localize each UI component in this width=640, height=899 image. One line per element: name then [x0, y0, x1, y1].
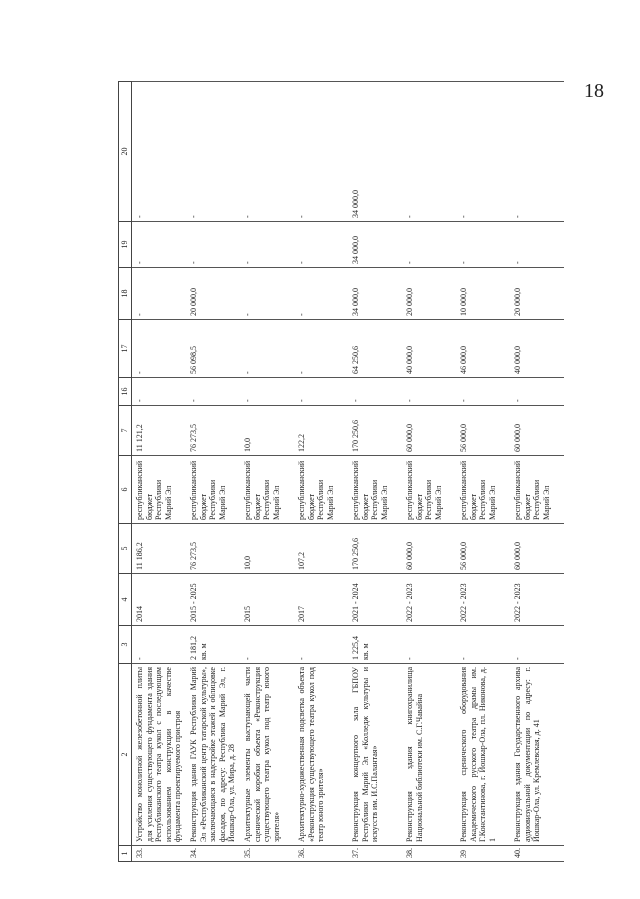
year-value-cell: -: [294, 222, 348, 268]
funding-source-cell: республиканский бюджет Республики Марий Эл: [456, 456, 510, 524]
row-number: 40.: [510, 846, 564, 862]
row-number: 38.: [402, 846, 456, 862]
year-value-cell: -: [240, 320, 294, 378]
column-header: 2: [119, 664, 132, 846]
year-value-cell: -: [132, 320, 187, 378]
year-value-cell: 56 098,5: [186, 320, 240, 378]
year-value-cell: 34 000,0: [348, 268, 402, 320]
table-row: [456, 82, 510, 862]
funding-source-cell: республиканский бюджет Республики Марий Эл: [132, 456, 187, 524]
cost-cell: 170 250,6: [348, 524, 402, 574]
year-value-cell: -: [294, 82, 348, 222]
year-value-cell: -: [186, 378, 240, 406]
object-name: Реконструкция концертного зала ГБПОУ Республики Марий Эл «Колледж культуры и искусств им. И.С.Палантая»: [348, 664, 402, 846]
year-value-cell: -: [240, 378, 294, 406]
year-value-cell: -: [240, 82, 294, 222]
year-value-cell: -: [456, 222, 510, 268]
object-name: Архитектурные элементы выступающей части сценической коробки объекта «Реконструкция существующего театра кукол под театр юного зрителя»: [240, 664, 294, 846]
capacity-cell: -: [294, 626, 348, 664]
total-cell: 76 273,5: [186, 406, 240, 456]
column-header: 7: [119, 406, 132, 456]
year-value-cell: 40 000,0: [510, 320, 564, 378]
period-cell: 2015 - 2025: [186, 574, 240, 626]
period-cell: 2022 - 2023: [510, 574, 564, 626]
year-value-cell: 64 250,6: [348, 320, 402, 378]
cost-cell: 56 000,0: [456, 524, 510, 574]
budget-table: [118, 81, 564, 862]
column-header: 17: [119, 320, 132, 378]
period-cell: 2015: [240, 574, 294, 626]
year-value-cell: -: [294, 268, 348, 320]
year-value-cell: 10 000,0: [456, 268, 510, 320]
year-value-cell: 34 000,0: [348, 222, 402, 268]
total-cell: 11 121,2: [132, 406, 187, 456]
year-value-cell: 34 000,0: [348, 82, 402, 222]
period-cell: 2021 - 2024: [348, 574, 402, 626]
rotated-table-container: [118, 82, 558, 862]
year-value-cell: -: [294, 320, 348, 378]
cost-cell: 10,0: [240, 524, 294, 574]
capacity-cell: -: [510, 626, 564, 664]
object-name: Реконструкция сценического оборудования Академического русского театра драмы им. Г.Константинова, г. Йошкар-Ола, пл. Никонова, д. 1: [456, 664, 510, 846]
cost-cell: 76 273,5: [186, 524, 240, 574]
period-cell: 2014: [132, 574, 187, 626]
cost-cell: 60 000,0: [510, 524, 564, 574]
period-cell: 2022 - 2023: [402, 574, 456, 626]
table-row: [240, 82, 294, 862]
column-header: 5: [119, 524, 132, 574]
row-number: 33.: [132, 846, 187, 862]
year-value-cell: -: [402, 222, 456, 268]
object-name: Реконструкция здания ГАУК Республики Марий Эл «Республиканский центр татарской культуры», заключающаяся в надстройке этажей и облицовке фасадов, по адресу: Республика Марий Эл, г. Йошкар-Ола, ул. Мира, д. 28: [186, 664, 240, 846]
funding-source-cell: республиканский бюджет Республики Марий Эл: [510, 456, 564, 524]
column-header: 3: [119, 626, 132, 664]
year-value-cell: -: [402, 378, 456, 406]
total-cell: 56 000,0: [456, 406, 510, 456]
year-value-cell: -: [132, 222, 187, 268]
year-value-cell: -: [348, 378, 402, 406]
row-number: 36.: [294, 846, 348, 862]
funding-source-cell: республиканский бюджет Республики Марий Эл: [402, 456, 456, 524]
column-header: 1: [119, 846, 132, 862]
cost-cell: 60 000,0: [402, 524, 456, 574]
total-cell: 60 000,0: [510, 406, 564, 456]
row-number: 34.: [186, 846, 240, 862]
column-header: 16: [119, 378, 132, 406]
total-cell: 170 250,6: [348, 406, 402, 456]
row-number: 39: [456, 846, 510, 862]
row-number: 35.: [240, 846, 294, 862]
table-row: [402, 82, 456, 862]
capacity-cell: -: [240, 626, 294, 664]
year-value-cell: -: [132, 268, 187, 320]
capacity-cell: -: [456, 626, 510, 664]
period-cell: 2017: [294, 574, 348, 626]
year-value-cell: 20 000,0: [186, 268, 240, 320]
year-value-cell: -: [240, 222, 294, 268]
year-value-cell: -: [132, 378, 187, 406]
year-value-cell: 40 000,0: [402, 320, 456, 378]
funding-source-cell: республиканский бюджет Республики Марий Эл: [348, 456, 402, 524]
year-value-cell: -: [456, 82, 510, 222]
cost-cell: 107,2: [294, 524, 348, 574]
year-value-cell: -: [510, 82, 564, 222]
capacity-cell: -: [402, 626, 456, 664]
table-row: [132, 82, 187, 862]
object-name: Реконструкция здания Государственного архива аудиовизуальной документации по адресу: г. Йошкар-Ола, ул. Кремлевская, д. 41: [510, 664, 564, 846]
total-cell: 60 000,0: [402, 406, 456, 456]
column-header: 6: [119, 456, 132, 524]
object-name: Архитектурно-художественная подсветка объекта «Реконструкция существующего театра кукол под театр юного зрителя»: [294, 664, 348, 846]
funding-source-cell: республиканский бюджет Республики Марий Эл: [294, 456, 348, 524]
total-cell: 10,0: [240, 406, 294, 456]
header-row: [119, 82, 132, 862]
funding-source-cell: республиканский бюджет Республики Марий Эл: [186, 456, 240, 524]
capacity-cell: -: [132, 626, 187, 664]
total-cell: 122,2: [294, 406, 348, 456]
capacity-cell: 2 181,2 кв. м: [186, 626, 240, 664]
year-value-cell: -: [510, 222, 564, 268]
year-value-cell: 46 000,0: [456, 320, 510, 378]
year-value-cell: -: [402, 82, 456, 222]
table-row: [348, 82, 402, 862]
funding-source-cell: республиканский бюджет Республики Марий Эл: [240, 456, 294, 524]
column-header: 18: [119, 268, 132, 320]
table-row: [510, 82, 564, 862]
column-header: 20: [119, 82, 132, 222]
year-value-cell: -: [240, 268, 294, 320]
year-value-cell: 20 000,0: [510, 268, 564, 320]
cost-cell: 11 186,2: [132, 524, 187, 574]
object-name: Реконструкция здания книгохранилища Национальной библиотеки им. С.Г.Чавайна: [402, 664, 456, 846]
capacity-cell: 1 225,4 кв. м: [348, 626, 402, 664]
object-name: Устройство монолитной железобетонной плиты для усиления существующего фундамента здания Республиканского театра кукол с последующим использованием конструкции в качестве фундамента проектируемого пристроя: [132, 664, 187, 846]
year-value-cell: -: [294, 378, 348, 406]
year-value-cell: -: [186, 82, 240, 222]
year-value-cell: -: [186, 222, 240, 268]
year-value-cell: -: [456, 378, 510, 406]
year-value-cell: -: [132, 82, 187, 222]
row-number: 37.: [348, 846, 402, 862]
table-row: [186, 82, 240, 862]
period-cell: 2022 - 2023: [456, 574, 510, 626]
year-value-cell: -: [510, 378, 564, 406]
page-number: 18: [584, 80, 604, 102]
column-header: 4: [119, 574, 132, 626]
column-header: 19: [119, 222, 132, 268]
year-value-cell: 20 000,0: [402, 268, 456, 320]
table-row: [294, 82, 348, 862]
